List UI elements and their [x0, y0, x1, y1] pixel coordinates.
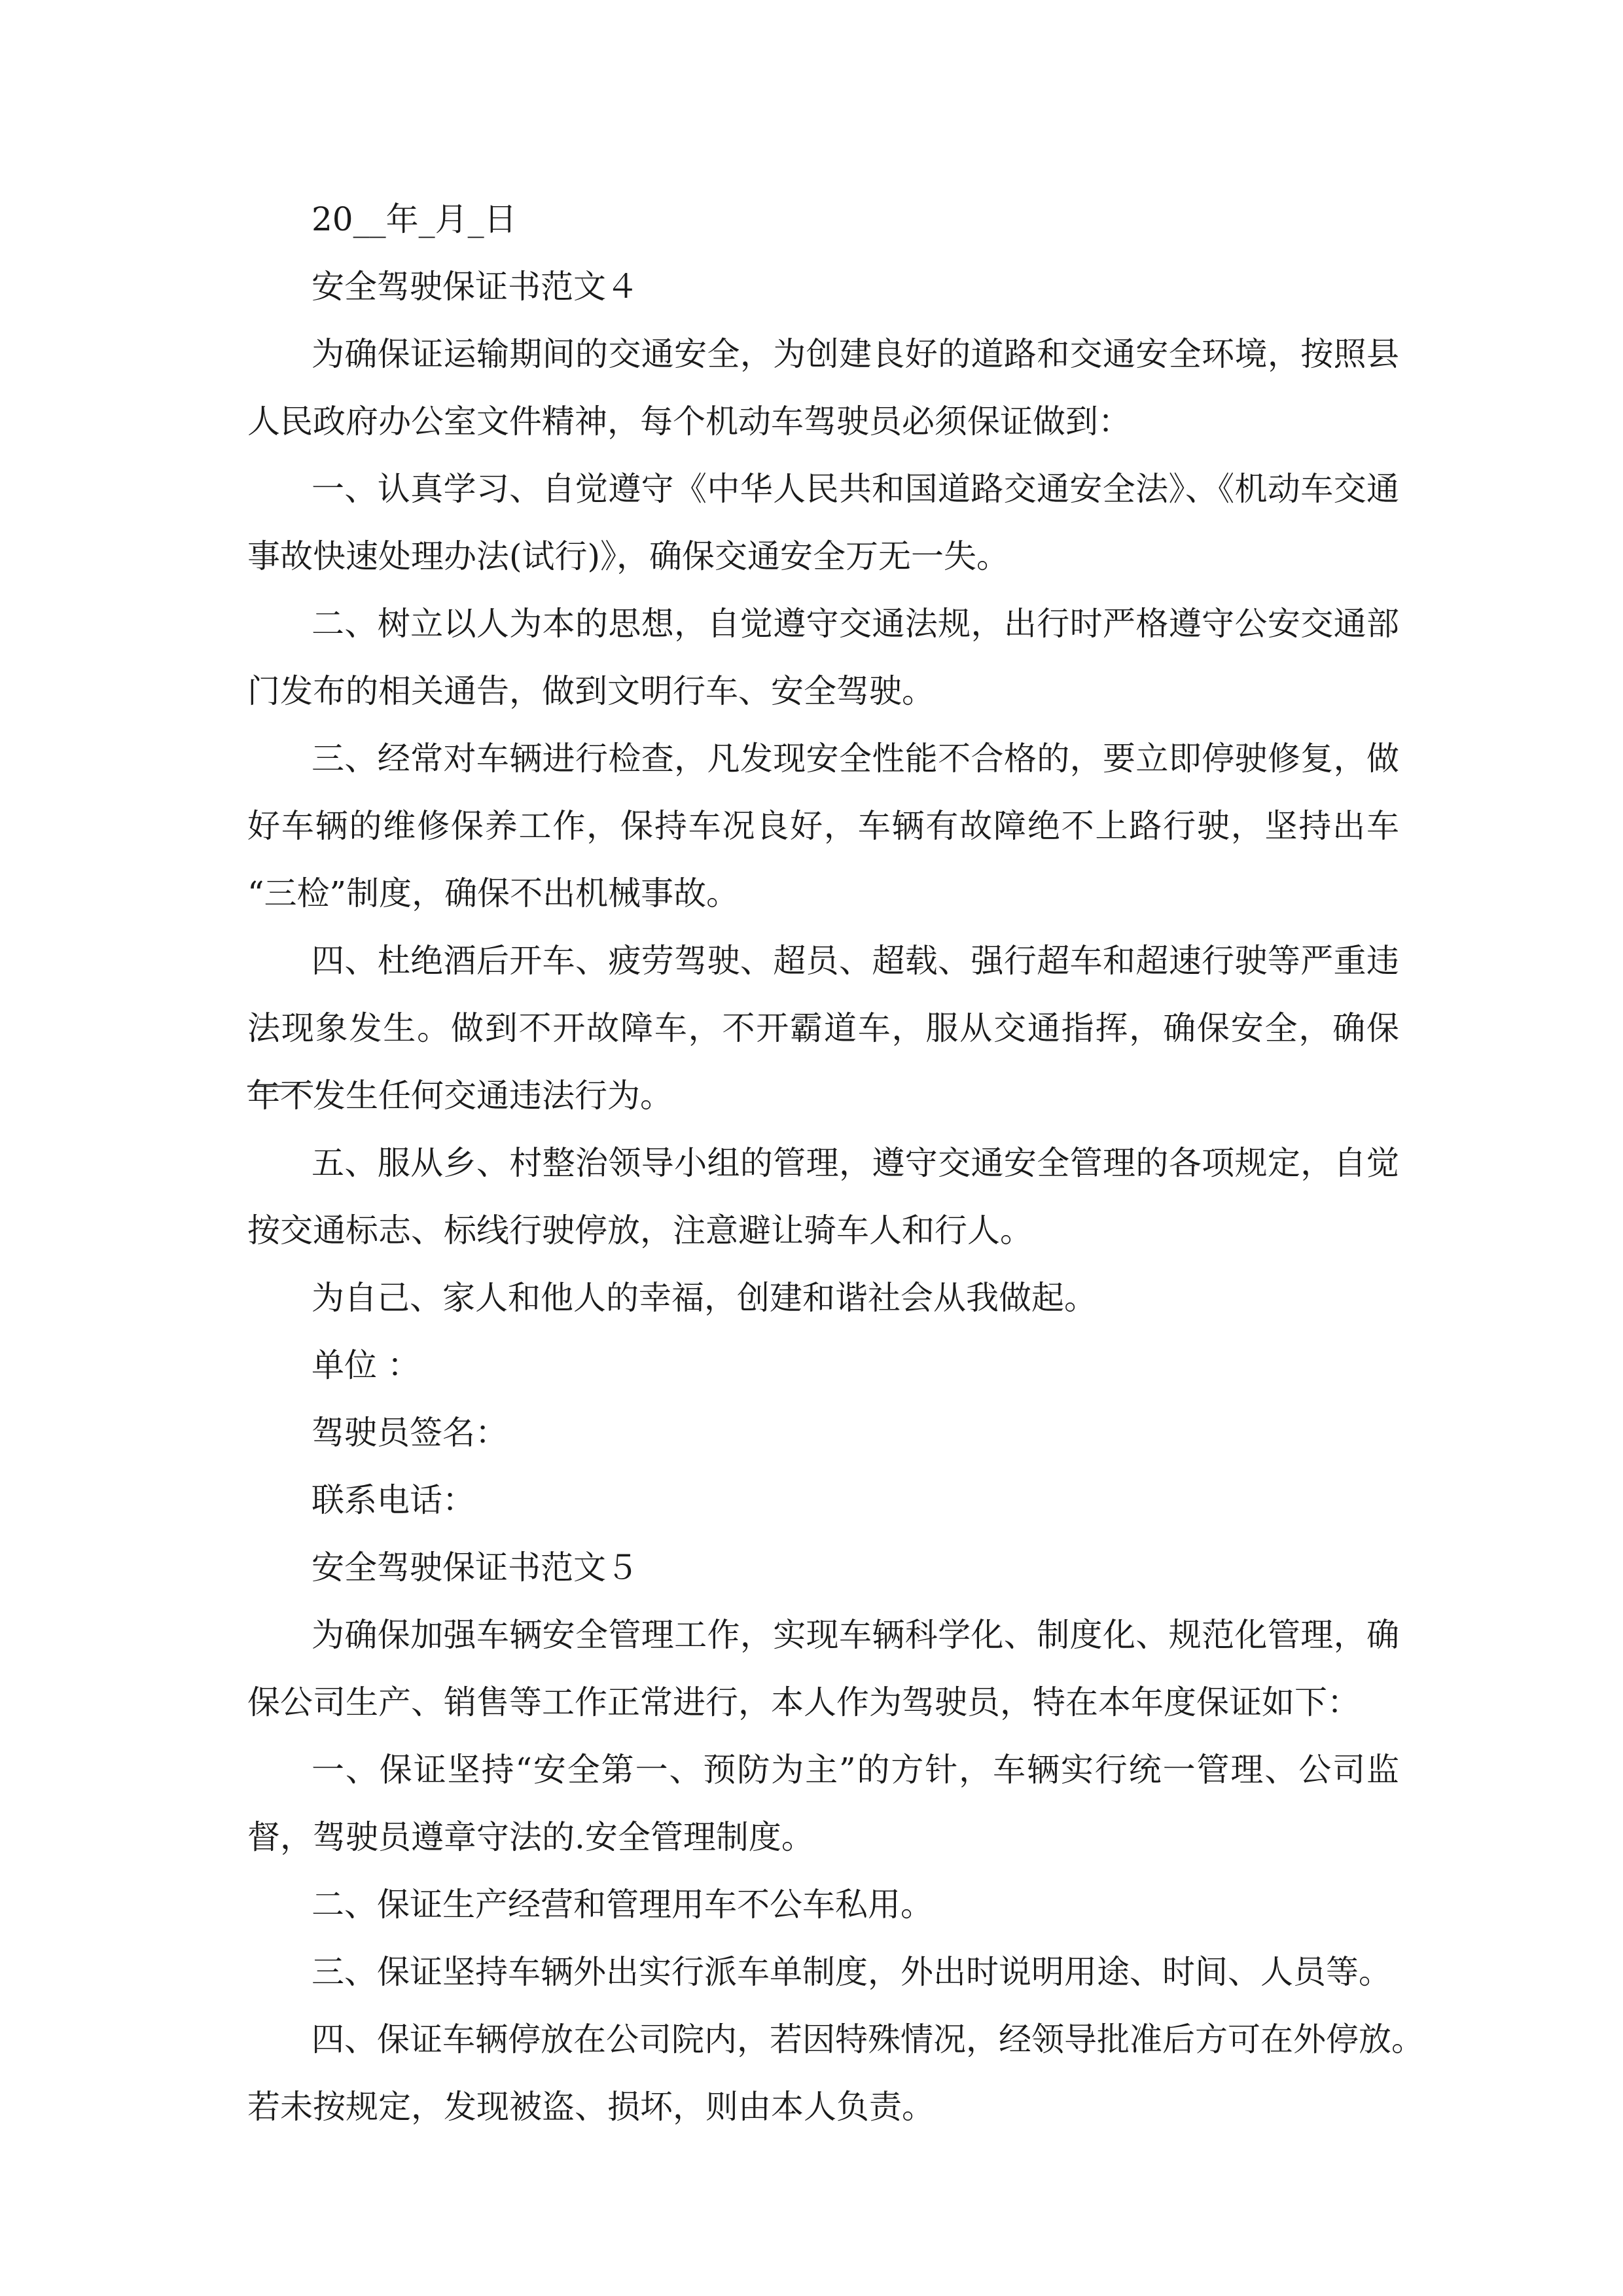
paragraph-line: 门发布的相关通告，做到文明行车、安全驾驶。: [247, 672, 935, 710]
paragraph-line: 三、经常对车辆进行检查，凡发现安全性能不合格的，要立即停驶修复，做: [312, 740, 1399, 778]
unit-label: 单位 ：: [312, 1346, 420, 1384]
paragraph-line: 督，驾驶员遵章守法的.安全管理制度。: [247, 1818, 814, 1856]
paragraph-line: 年不发生任何交通违法行为。: [247, 1077, 673, 1115]
item-4-3: [247, 739, 1399, 914]
section-title-5: 安全驾驶保证书范文５: [312, 1549, 639, 1587]
item-4-4: [247, 941, 1399, 1116]
phone-label: 联系电话：: [312, 1481, 475, 1519]
paragraph-line: 三、保证坚持车辆外出实行派车单制度，外出时说明用途、时间、人员等。: [312, 1953, 1391, 1991]
item-5-2: [247, 1885, 1399, 1925]
paragraph-line: “三检”制度，确保不出机械事故。: [247, 874, 740, 912]
paragraph-line: 保公司生产、销售等工作正常进行，本人作为驾驶员，特在本年度保证如下：: [247, 1683, 1360, 1721]
item-5-4: [247, 2020, 1424, 2127]
paragraph-line: 四、杜绝酒后开车、疲劳驾驶、超员、超载、强行超车和超速行驶等严重违: [312, 942, 1399, 980]
intro-paragraph-5: [247, 1615, 1399, 1723]
item-5-1: [247, 1750, 1399, 1857]
paragraph-line: 事故快速处理办法(试行)》，确保交通安全万无一失。: [247, 537, 1010, 575]
paragraph-line: 人民政府办公室文件精神，每个机动车驾驶员必须保证做到：: [247, 403, 1131, 440]
date-line: 20__年_月_日: [312, 200, 517, 238]
paragraph-line: 二、保证生产经营和管理用车不公车私用。: [312, 1886, 933, 1924]
driver-signature-label: 驾驶员签名：: [312, 1414, 508, 1452]
paragraph-line: 好车辆的维修保养工作，保持车况良好，车辆有故障绝不上路行驶，坚持出车: [247, 807, 1399, 845]
closing-line-4: 为自己、家人和他人的幸福，创建和谐社会从我做起。: [312, 1279, 1097, 1317]
document-body: [247, 200, 1424, 2127]
item-4-2: [247, 604, 1399, 711]
paragraph-line: 法现象发生。做到不开故障车，不开霸道车，服从交通指挥，确保安全，确保____: [247, 1009, 1399, 1087]
paragraph-line: 一、保证坚持“安全第一、预防为主”的方针，车辆实行统一管理、公司监: [312, 1751, 1399, 1789]
paragraph-line: 一、认真学习、自觉遵守《中华人民共和国道路交通安全法》、《机动车交通: [312, 470, 1399, 508]
paragraph-line: 为确保加强车辆安全管理工作，实现车辆科学化、制度化、规范化管理，确: [312, 1616, 1399, 1654]
item-4-1: [247, 469, 1399, 577]
item-5-3: [247, 1952, 1399, 1992]
paragraph-line: 二、树立以人为本的思想，自觉遵守交通法规，出行时严格遵守公安交通部: [312, 605, 1399, 643]
paragraph-line: 四、保证车辆停放在公司院内，若因特殊情况，经领导批准后方可在外停放。: [312, 2020, 1424, 2058]
item-4-5: [247, 1143, 1399, 1251]
paragraph-line: 若未按规定，发现被盗、损坏，则由本人负责。: [247, 2088, 935, 2126]
intro-paragraph-4: [247, 334, 1399, 442]
paragraph-line: 按交通标志、标线行驶停放，注意避让骑车人和行人。: [247, 1211, 1033, 1249]
section-title-4: 安全驾驶保证书范文４: [312, 268, 639, 306]
paragraph-line: 五、服从乡、村整治领导小组的管理，遵守交通安全管理的各项规定，自觉: [312, 1144, 1399, 1182]
paragraph-line: 为确保证运输期间的交通安全，为创建良好的道路和交通安全环境，按照县: [312, 335, 1399, 373]
